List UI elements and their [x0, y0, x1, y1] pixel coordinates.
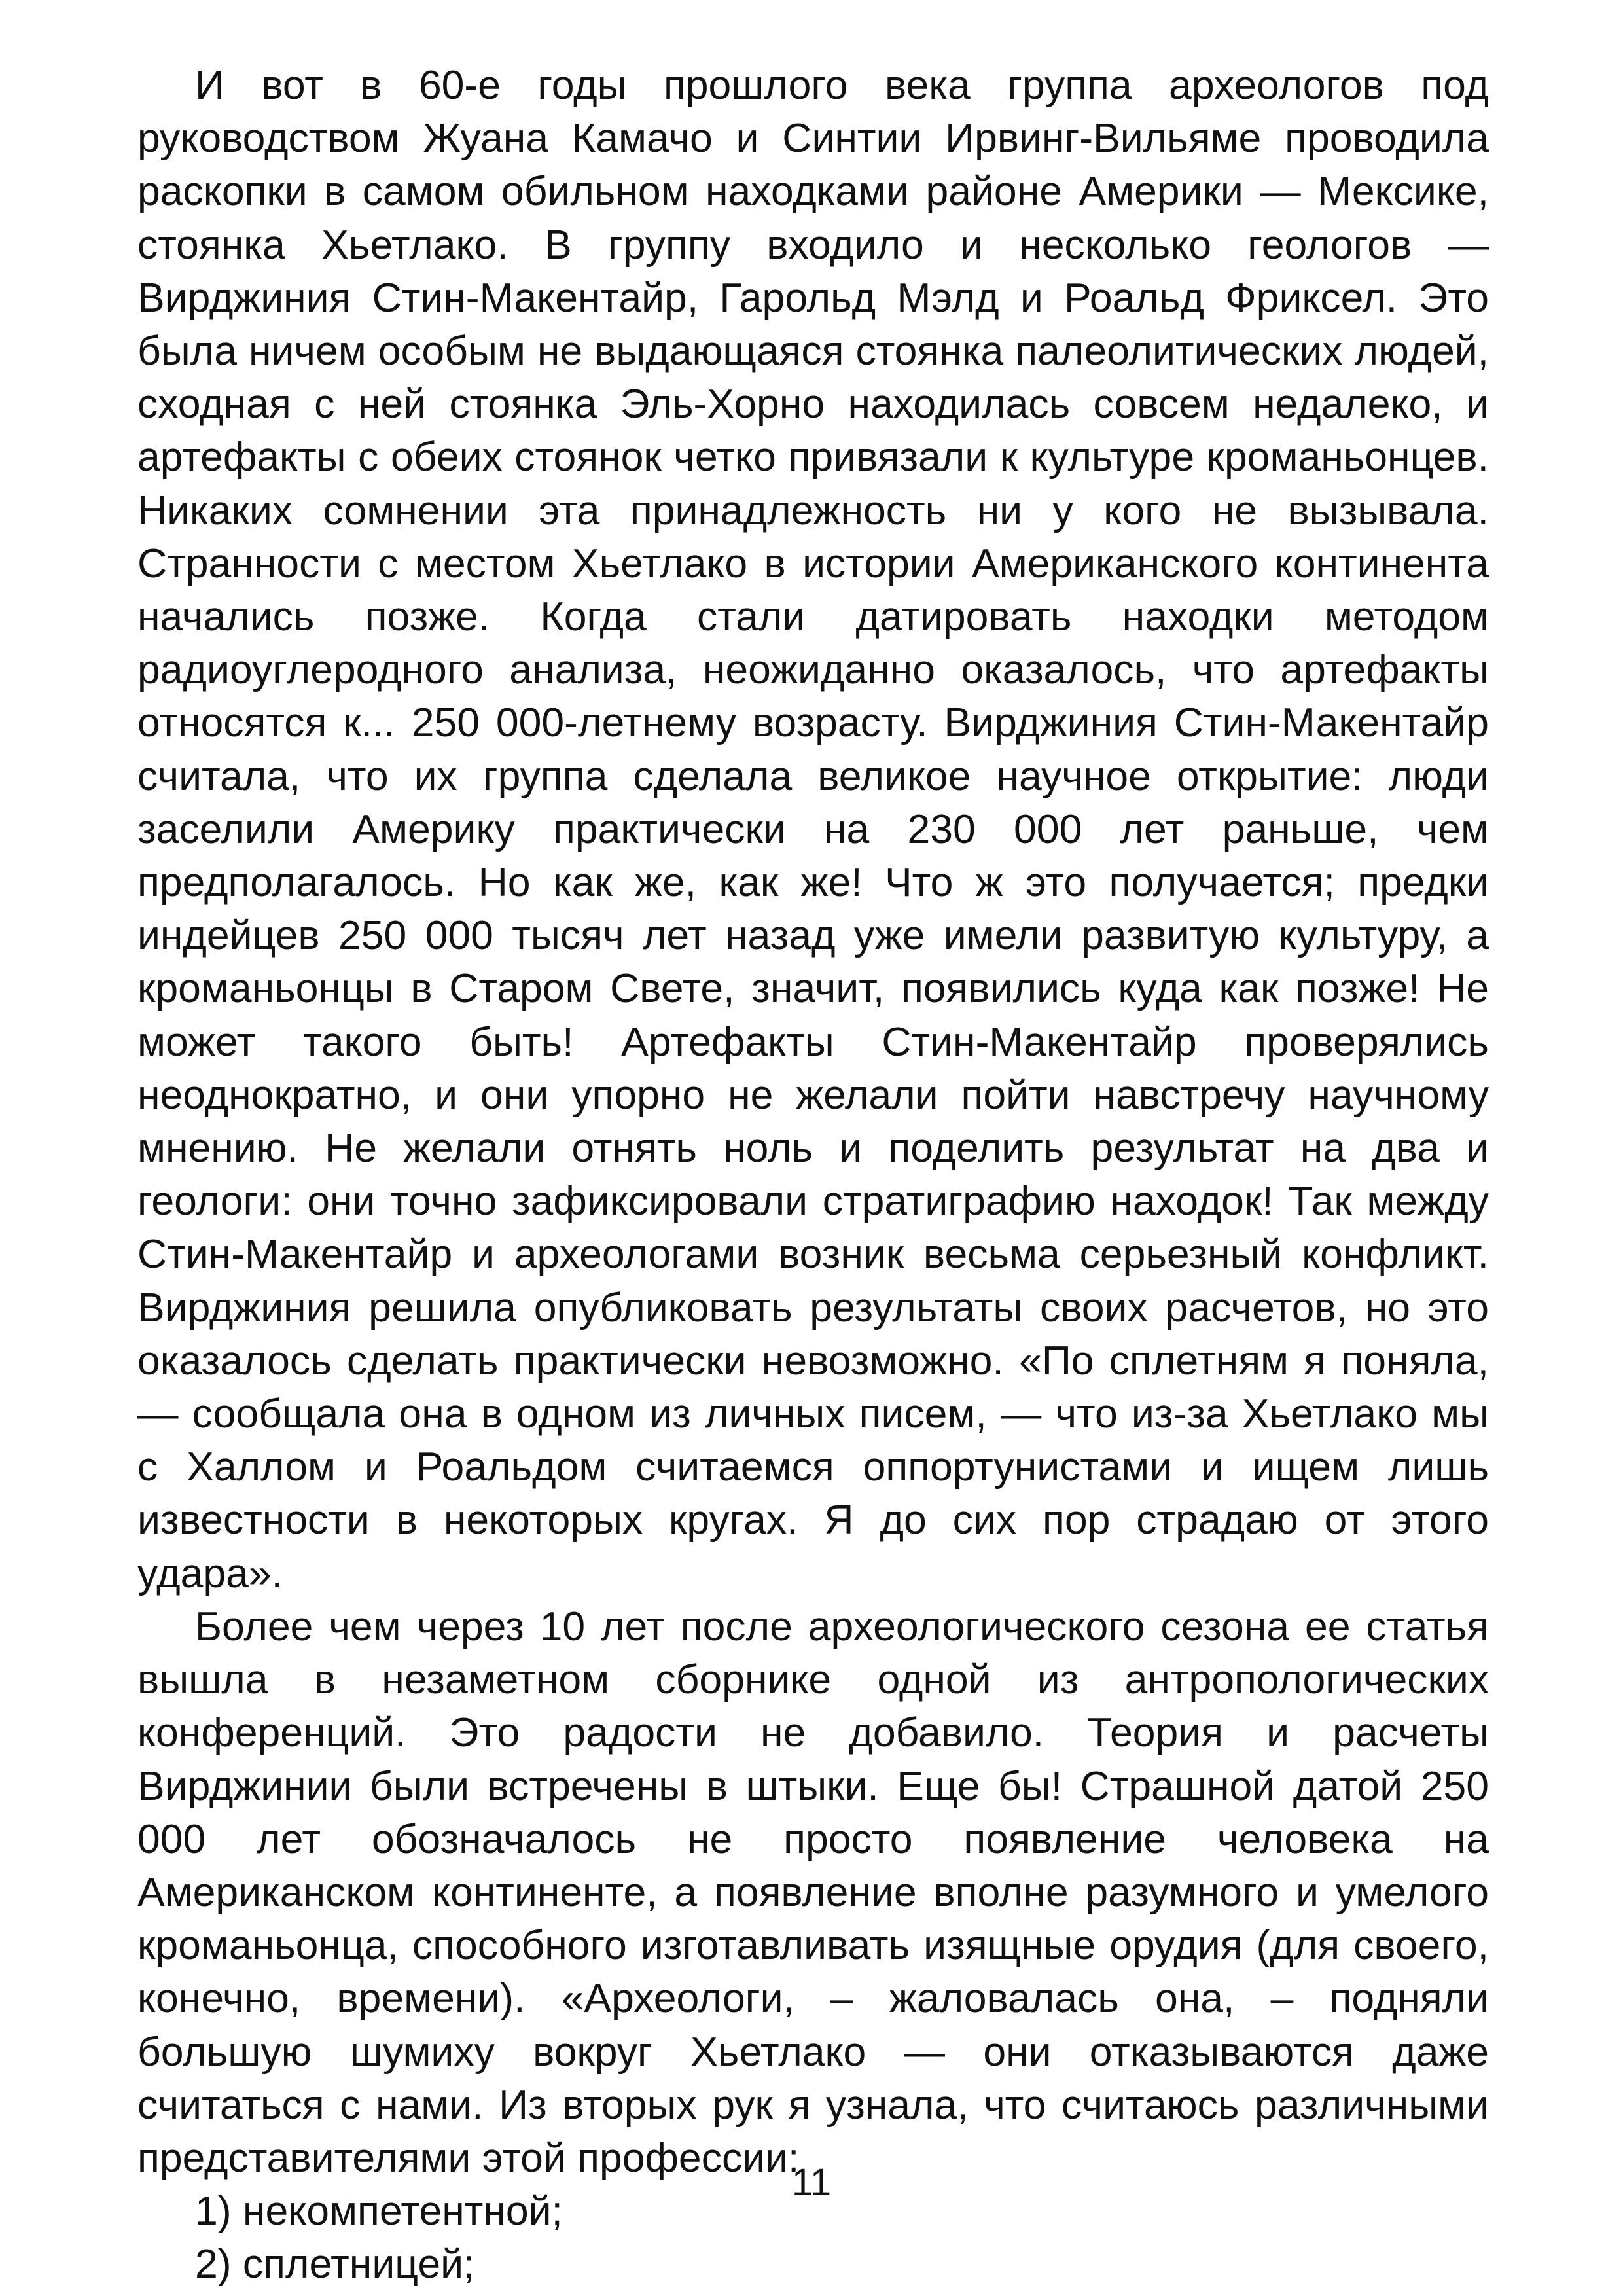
paragraph: И вот в 60-е годы прошлого века группа археологов под руководством Жуана Камачо и Синтии Ирвинг-Вильяме проводила раскопки в самом обильном находками районе Америки — Мексике, стоянка Хьетлако. В группу входило и несколько геологов — Вирджиния Стин-Макентайр, Гарольд Мэлд и Роальд Фриксел. Это была ничем особым не выдающаяся стоянка палеолитических людей, сходная с ней стоянка Эль-Хорно находилась совсем недалеко, и артефакты с обеих стоянок четко привязали к культуре кроманьонцев. Никаких сомнении эта принадлежность ни у кого не вызывала. Странности с местом Хьетлако в истории Американского континента начались позже. Когда стали датировать находки методом радиоуглеродного анализа, неожиданно оказалось, что артефакты относятся к... 250 000-летнему возрасту. Вирджиния Стин-Макентайр считала, что их группа сделала великое научное открытие: люди заселили Америку практически на 230 000 лет раньше, чем предполагалось. Но как же, как же! Что ж это получается; предки индейцев 250 000 тысяч лет назад уже имели развитую культуру, а кроманьонцы в Старом Свете, значит, появились куда как позже! Не может такого быть! Артефакты Стин-Макентайр проверялись неоднократно, и они упорно не желали пойти навстречу научному мнению. Не желали отнять ноль и поделить результат на два и геологи: они точно зафиксировали стратиграфию находок! Так между Стин-Макентайр и археологами возник весьма серьезный конфликт. Вирджиния решила опубликовать результаты своих расчетов, но это оказалось сделать практически невозможно. «По сплетням я поняла, — сообщала она в одном из личных писем, — что из-за Хьетлако мы с Халлом и Роальдом считаемся оппортунистами и ищем лишь известности в некоторых кругах. Я до сих пор страдаю от этого удара». [137, 62, 1489, 1596]
list-item: 2) сплетницей; [195, 2241, 475, 2287]
paragraph: Более чем через 10 лет после археологического сезона ее статья вышла в незаметном сборнике одной из антропологических конференций. Это радости не добавило. Теория и расчеты Вирджинии были встречены в штыки. Еще бы! Страшной датой 250 000 лет обозначалось не просто появление человека на Американском континенте, а появление вполне разумного и умелого кроманьонца, способного изготавливать изящные орудия (для своего, конечно, времени). «Археологи, – жаловалась она, – подняли большую шумиху вокруг Хьетлако — они отказываются даже считаться с нами. Из вторых рук я узнала, что считаюсь различными представителями этой профессии: [137, 1603, 1489, 2181]
page-number: 11 [791, 2161, 832, 2204]
list-item: 1) некомпетентной; [195, 2188, 563, 2234]
page-body [137, 59, 1489, 2291]
